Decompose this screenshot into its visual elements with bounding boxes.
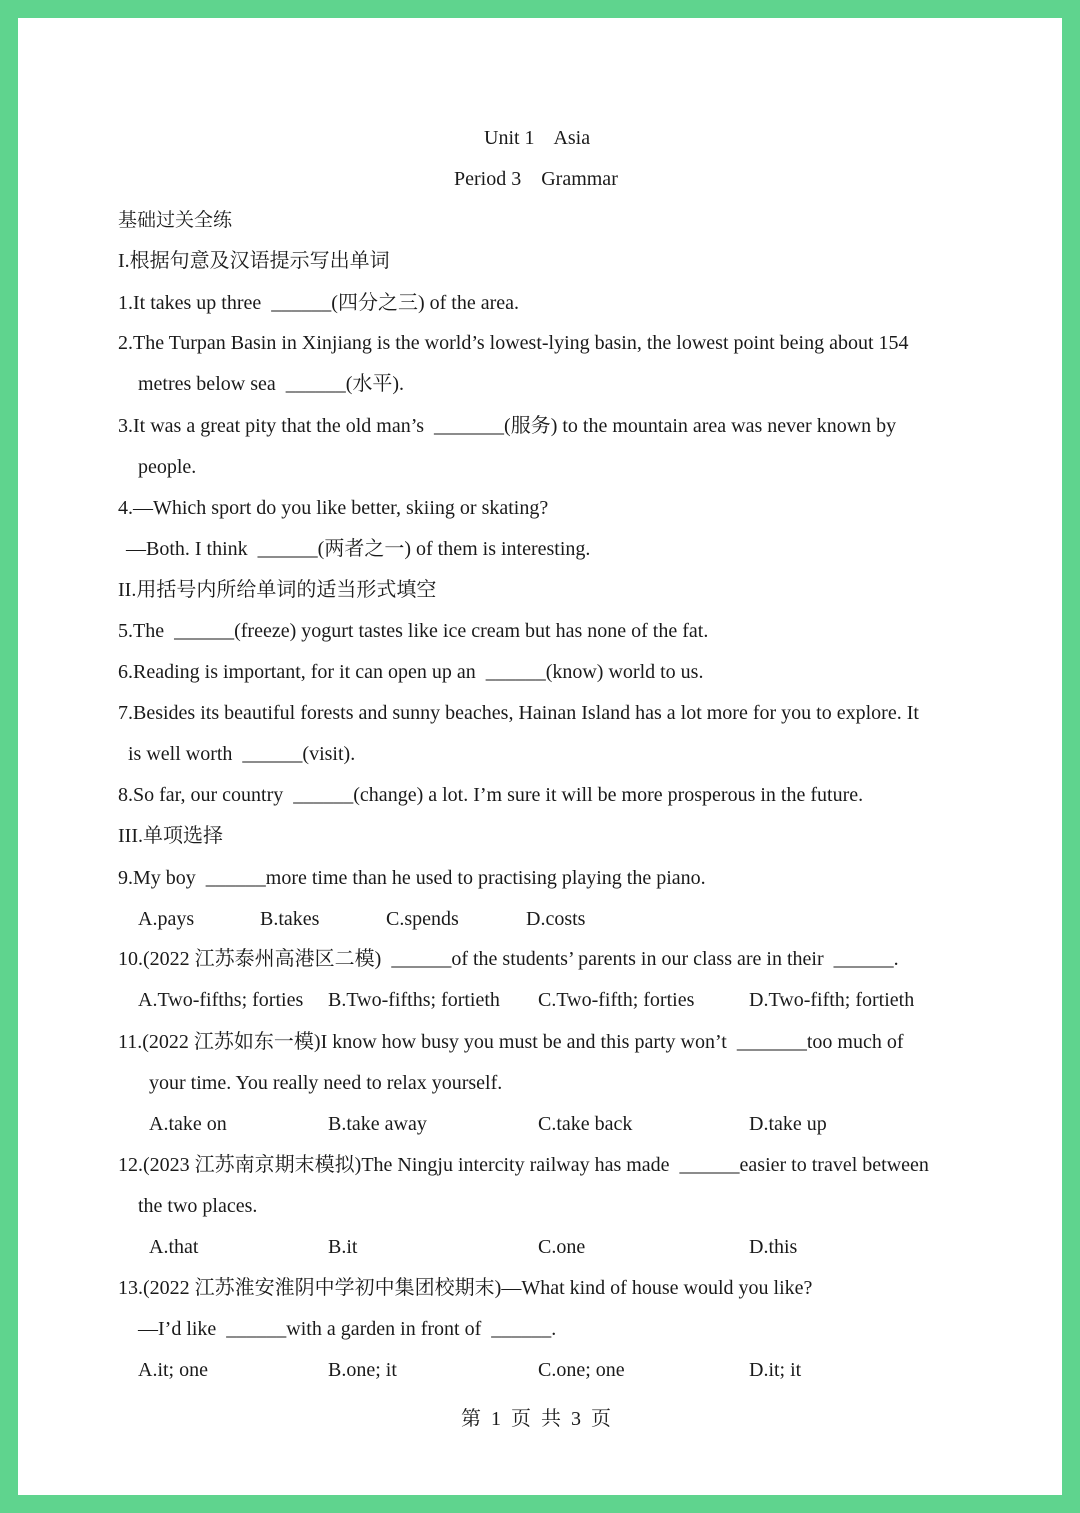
unit-title: Unit 1 Asia	[484, 127, 591, 149]
worksheet-page	[18, 18, 1062, 1495]
question-3-line1: 3.It was a great pity that the old man’s _______(服务) to the mountain area was never known by	[118, 415, 897, 437]
question-11-line1: 11.(2022 江苏如东一模)I know how busy you must be and this party won’t _______too much of	[118, 1031, 904, 1053]
question-12-line1: 12.(2023 江苏南京期末模拟)The Ningju intercity railway has made ______easier to travel between	[118, 1154, 929, 1176]
question-3-line2: people.	[138, 456, 197, 478]
question-4-line2: —Both. I think ______(两者之一) of them is interesting.	[126, 538, 591, 560]
question-2-line1: 2.The Turpan Basin in Xinjiang is the world’s lowest-lying basin, the lowest point being about 154	[118, 332, 909, 354]
section-part1: I.根据句意及汉语提示写出单词	[118, 250, 390, 272]
section-basic: 基础过关全练	[118, 209, 233, 231]
question-9: 9.My boy ______more time than he used to practising playing the piano.	[118, 867, 706, 889]
q11-option-c: C.take back	[538, 1113, 633, 1135]
q12-option-c: C.one	[538, 1236, 586, 1258]
question-13-line1: 13.(2022 江苏淮安淮阴中学初中集团校期末)—What kind of house would you like?	[118, 1277, 813, 1299]
q9-option-a: A.pays	[138, 908, 195, 930]
q13-option-b: B.one; it	[328, 1359, 397, 1381]
period-title: Period 3 Grammar	[454, 168, 618, 190]
q9-option-d: D.costs	[526, 908, 586, 930]
question-11-line2: your time. You really need to relax yourself.	[149, 1072, 503, 1094]
q13-option-d: D.it; it	[749, 1359, 802, 1381]
q9-option-b: B.takes	[260, 908, 320, 930]
question-13-line2: —I’d like ______with a garden in front of ______.	[138, 1318, 557, 1340]
question-5: 5.The ______(freeze) yogurt tastes like ice cream but has none of the fat.	[118, 620, 709, 642]
question-6: 6.Reading is important, for it can open up an ______(know) world to us.	[118, 661, 704, 683]
q10-option-a: A.Two-fifths; forties	[138, 989, 304, 1011]
q10-option-b: B.Two-fifths; fortieth	[328, 989, 500, 1011]
page-number-footer: 第 1 页 共 3 页	[461, 1408, 611, 1430]
q11-option-b: B.take away	[328, 1113, 427, 1135]
question-2-line2: metres below sea ______(水平).	[138, 373, 405, 395]
q10-option-c: C.Two-fifth; forties	[538, 989, 695, 1011]
q12-option-a: A.that	[149, 1236, 199, 1258]
question-8: 8.So far, our country ______(change) a lot. I’m sure it will be more prosperous in the future.	[118, 784, 864, 806]
q13-option-a: A.it; one	[138, 1359, 208, 1381]
q11-option-d: D.take up	[749, 1113, 827, 1135]
question-7-line1: 7.Besides its beautiful forests and sunny beaches, Hainan Island has a lot more for you to explore. It	[118, 702, 919, 724]
question-4-line1: 4.—Which sport do you like better, skiing or skating?	[118, 497, 549, 519]
question-12-line2: the two places.	[138, 1195, 258, 1217]
q9-option-c: C.spends	[386, 908, 459, 930]
question-10: 10.(2022 江苏泰州高港区二模) ______of the students’ parents in our class are in their ______.	[118, 948, 899, 970]
section-part2: II.用括号内所给单词的适当形式填空	[118, 579, 437, 601]
q12-option-d: D.this	[749, 1236, 798, 1258]
question-7-line2: is well worth ______(visit).	[128, 743, 356, 765]
q11-option-a: A.take on	[149, 1113, 227, 1135]
q13-option-c: C.one; one	[538, 1359, 625, 1381]
q12-option-b: B.it	[328, 1236, 358, 1258]
section-part3: III.单项选择	[118, 825, 223, 847]
q10-option-d: D.Two-fifth; fortieth	[749, 989, 915, 1011]
question-1: 1.It takes up three ______(四分之三) of the area.	[118, 292, 519, 314]
